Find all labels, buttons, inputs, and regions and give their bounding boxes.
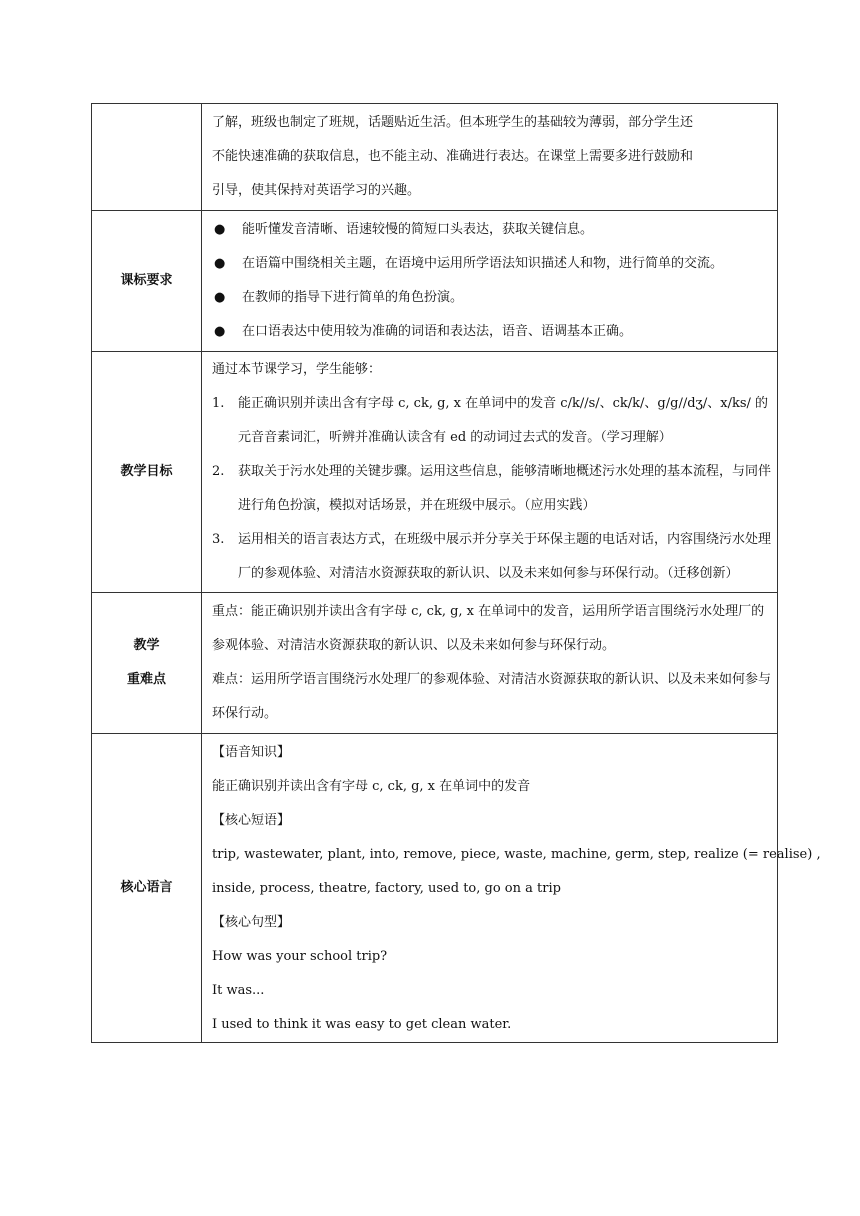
row-key-difficult-points	[92, 593, 778, 734]
heading-line: 重难点	[126, 672, 166, 687]
intro-text: 通过本节课学习，学生能够：	[212, 362, 382, 377]
bullet-icon: ●	[214, 324, 226, 339]
row-heading	[92, 104, 202, 211]
key-point: 重点：能正确识别并读出含有字母 c, ck, g, x 在单词中的发音，运用所学语言围绕污水处理厂的参观体验、对清洁水资源获取的新认识、以及未来如何参与环保行动。	[212, 604, 765, 653]
bullet-icon: ●	[214, 290, 226, 305]
row-content	[202, 593, 778, 734]
row-heading: 核心语言	[92, 734, 202, 1043]
section-label: 【核心句型】	[212, 915, 291, 930]
item-text: 能正确识别并读出含有字母 c, ck, g, x 在单词中的发音 c/k//s/、ck/k/、g/g//dʒ/、x/ks/ 的元音音素词汇，听辨并准确认读含有 ed 的动词过去式的发音。（学习理解）	[238, 396, 769, 445]
row-content	[202, 211, 778, 352]
row-heading	[92, 593, 202, 734]
lesson-plan-table	[91, 103, 821, 1043]
section-label: 【语音知识】	[212, 745, 291, 760]
objective-item	[212, 523, 771, 591]
row-content	[202, 352, 778, 593]
heading-line: 教学	[133, 638, 160, 653]
bullet-text: 能听懂发音清晰、语速较慢的简短口头表达，获取关键信息。	[242, 222, 594, 237]
text-line: inside, process, theatre, factory, used to, go on a trip	[212, 881, 561, 896]
section-label: 【核心短语】	[212, 813, 291, 828]
difficult-point: 难点：运用所学语言围绕污水处理厂的参观体验、对清洁水资源获取的新认识、以及未来如何参与环保行动。	[212, 672, 772, 721]
text-line: trip, wastewater, plant, into, remove, piece, waste, machine, germ, step, realize (= realise) ,	[212, 847, 821, 862]
item-text: 获取关于污水处理的关键步骤。运用这些信息，能够清晰地概述污水处理的基本流程，与同伴进行角色扮演，模拟对话场景，并在班级中展示。（应用实践）	[238, 464, 772, 513]
bullet-text: 在口语表达中使用较为准确的词语和表达法，语音、语调基本正确。	[242, 324, 633, 339]
row-heading: 课标要求	[92, 211, 202, 352]
text-line: 不能快速准确的获取信息，也不能主动、准确进行表达。在课堂上需要多进行鼓励和	[212, 149, 694, 164]
item-number: 1.	[212, 396, 225, 411]
bullet-icon: ●	[214, 256, 226, 271]
text-line: How was your school trip?	[212, 949, 388, 964]
text-line: 了解，班级也制定了班规，话题贴近生活。但本班学生的基础较为薄弱，部分学生还	[212, 115, 694, 130]
text-line: 引导，使其保持对英语学习的兴趣。	[212, 183, 421, 198]
objective-item	[212, 455, 771, 523]
row-teaching-objectives	[92, 352, 778, 593]
row-core-language	[92, 734, 778, 1043]
row-content	[202, 104, 778, 211]
bullet-text: 在教师的指导下进行简单的角色扮演。	[242, 290, 464, 305]
bullet-item	[212, 213, 771, 247]
bullet-item	[212, 247, 771, 281]
bullet-item	[212, 315, 771, 349]
bullet-item	[212, 281, 771, 315]
row-content	[202, 734, 821, 1043]
objective-item	[212, 387, 771, 455]
text-line: 能正确识别并读出含有字母 c, ck, g, x 在单词中的发音	[212, 779, 531, 794]
item-text: 运用相关的语言表达方式，在班级中展示并分享关于环保主题的电话对话，内容围绕污水处理厂的参观体验、对清洁水资源获取的新认识、以及未来如何参与环保行动。（迁移创新）	[238, 532, 772, 581]
bullet-icon: ●	[214, 222, 226, 237]
row-learner-analysis	[92, 104, 778, 211]
item-number: 2.	[212, 464, 225, 479]
text-line: It was...	[212, 983, 265, 998]
bullet-text: 在语篇中围绕相关主题，在语境中运用所学语法知识描述人和物，进行简单的交流。	[242, 256, 724, 271]
row-heading: 教学目标	[92, 352, 202, 593]
text-line: I used to think it was easy to get clean water.	[212, 1017, 512, 1032]
row-curriculum-requirements	[92, 211, 778, 352]
item-number: 3.	[212, 532, 225, 547]
